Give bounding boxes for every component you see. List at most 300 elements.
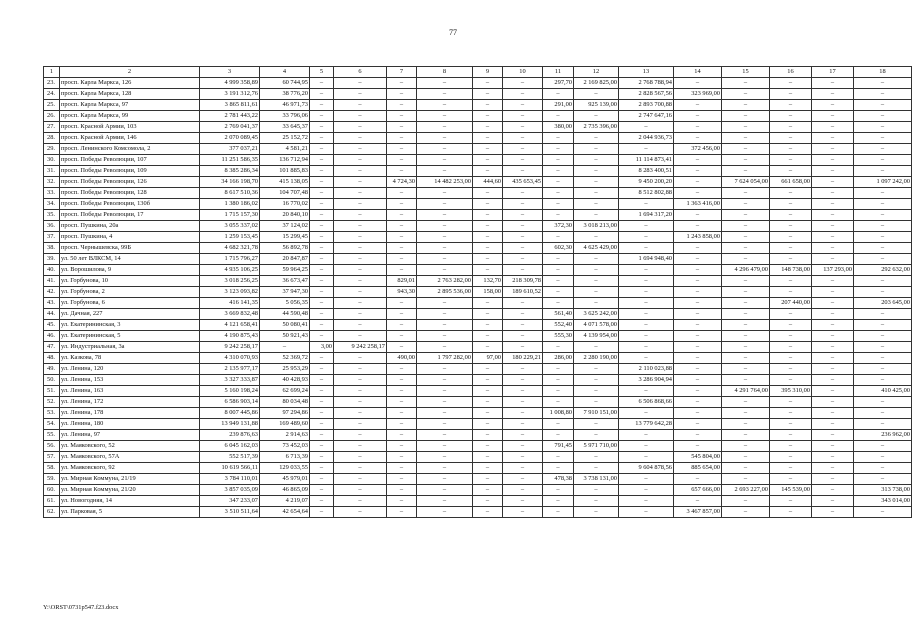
table-header-row	[44, 67, 912, 78]
table-cell: –	[812, 188, 854, 199]
table-cell: –	[770, 254, 812, 265]
table-cell: 38 776,20	[260, 89, 310, 100]
table-cell: –	[334, 496, 387, 507]
table-cell: –	[334, 298, 387, 309]
table-cell: 132,70	[473, 276, 503, 287]
table-cell: –	[503, 320, 543, 331]
table-cell: 7 624 054,00	[722, 177, 770, 188]
table-cell: –	[574, 89, 619, 100]
table-cell: –	[543, 89, 574, 100]
table-cell: –	[503, 485, 543, 496]
table-cell: 189 610,52	[503, 287, 543, 298]
table-cell: –	[722, 309, 770, 320]
column-header: 4	[260, 67, 310, 78]
table-cell: –	[619, 287, 674, 298]
table-cell: просп. Карла Маркса, 126	[60, 78, 200, 89]
table-cell: просп. Победы Революции, 109	[60, 166, 200, 177]
table-cell: –	[854, 155, 912, 166]
table-cell: –	[334, 474, 387, 485]
table-cell: –	[812, 155, 854, 166]
table-row	[44, 342, 912, 353]
table-cell: –	[334, 419, 387, 430]
table-cell: –	[619, 199, 674, 210]
table-cell: –	[310, 309, 334, 320]
table-cell: –	[770, 452, 812, 463]
table-cell: –	[334, 430, 387, 441]
table-cell: –	[722, 353, 770, 364]
table-cell: –	[674, 111, 722, 122]
table-cell: 2 169 825,00	[574, 78, 619, 89]
table-cell: –	[387, 342, 417, 353]
table-cell: 1 694 317,20	[619, 210, 674, 221]
table-cell: –	[310, 111, 334, 122]
table-cell: –	[387, 210, 417, 221]
table-cell: –	[770, 155, 812, 166]
table-row	[44, 320, 912, 331]
table-cell: просп. Пушкина, 20а	[60, 221, 200, 232]
table-cell: –	[503, 430, 543, 441]
table-cell: 101 885,83	[260, 166, 310, 177]
table-cell: –	[854, 111, 912, 122]
table-cell: –	[854, 353, 912, 364]
table-cell: –	[812, 298, 854, 309]
data-table	[43, 66, 912, 518]
table-cell: –	[722, 397, 770, 408]
table-cell: –	[334, 232, 387, 243]
table-cell: –	[770, 496, 812, 507]
table-cell: –	[310, 166, 334, 177]
table-cell: –	[812, 133, 854, 144]
table-cell: –	[310, 452, 334, 463]
table-cell: –	[503, 419, 543, 430]
table-cell: 13 779 642,28	[619, 419, 674, 430]
table-row	[44, 199, 912, 210]
table-cell: –	[543, 419, 574, 430]
table-cell: 3 857 035,09	[200, 485, 260, 496]
table-cell: –	[473, 496, 503, 507]
table-cell: –	[310, 463, 334, 474]
table-cell: –	[812, 353, 854, 364]
table-cell: –	[770, 243, 812, 254]
table-cell: –	[812, 199, 854, 210]
table-cell: –	[334, 353, 387, 364]
table-cell: –	[854, 507, 912, 518]
table-cell: ул. Ворошилова, 9	[60, 265, 200, 276]
table-cell: –	[722, 254, 770, 265]
table-cell: –	[619, 320, 674, 331]
table-cell: –	[310, 298, 334, 309]
table-cell: –	[473, 298, 503, 309]
table-cell: 49.	[44, 364, 60, 375]
table-cell: –	[770, 364, 812, 375]
table-cell: –	[722, 298, 770, 309]
table-cell: –	[770, 408, 812, 419]
table-cell: 40.	[44, 265, 60, 276]
table-cell: –	[503, 122, 543, 133]
table-cell: –	[722, 199, 770, 210]
table-cell: –	[770, 342, 812, 353]
table-cell: –	[722, 122, 770, 133]
table-cell: 4 625 429,00	[574, 243, 619, 254]
table-cell: –	[387, 166, 417, 177]
table-cell: –	[722, 111, 770, 122]
table-cell: 4 219,07	[260, 496, 310, 507]
table-cell: –	[770, 78, 812, 89]
table-cell: –	[812, 485, 854, 496]
table-cell: –	[674, 309, 722, 320]
column-header: 16	[770, 67, 812, 78]
table-cell: –	[334, 331, 387, 342]
table-cell: 52 369,72	[260, 353, 310, 364]
table-cell: –	[854, 89, 912, 100]
table-cell: 545 804,00	[674, 452, 722, 463]
column-header: 2	[60, 67, 200, 78]
table-cell: –	[334, 155, 387, 166]
table-cell: –	[417, 364, 473, 375]
table-cell: –	[334, 408, 387, 419]
table-cell: –	[543, 364, 574, 375]
table-cell: –	[387, 243, 417, 254]
table-cell: –	[674, 496, 722, 507]
table-cell: –	[619, 221, 674, 232]
table-cell: –	[722, 221, 770, 232]
table-cell: –	[619, 276, 674, 287]
table-cell: 6 713,39	[260, 452, 310, 463]
table-cell: –	[310, 485, 334, 496]
table-cell: –	[770, 133, 812, 144]
table-cell: –	[574, 419, 619, 430]
table-cell: –	[722, 144, 770, 155]
table-cell: 410 425,00	[854, 386, 912, 397]
table-cell: –	[503, 254, 543, 265]
table-row	[44, 353, 912, 364]
table-cell: –	[812, 221, 854, 232]
table-cell: ул. Ленина, 120	[60, 364, 200, 375]
table-row	[44, 133, 912, 144]
table-cell: –	[387, 298, 417, 309]
table-cell: 555,30	[543, 331, 574, 342]
table-cell: –	[854, 122, 912, 133]
table-cell: –	[387, 265, 417, 276]
table-cell: –	[503, 111, 543, 122]
table-cell: –	[334, 397, 387, 408]
table-cell: –	[310, 221, 334, 232]
table-cell: –	[473, 254, 503, 265]
table-row	[44, 276, 912, 287]
table-cell: 239 876,63	[200, 430, 260, 441]
table-cell: –	[473, 408, 503, 419]
table-cell: 3 625 242,00	[574, 309, 619, 320]
table-cell: –	[417, 452, 473, 463]
table-cell: –	[417, 221, 473, 232]
table-cell: –	[387, 441, 417, 452]
table-cell: –	[812, 287, 854, 298]
table-cell: –	[574, 364, 619, 375]
table-cell: –	[473, 89, 503, 100]
table-cell: –	[543, 507, 574, 518]
table-cell: просп. Карла Маркса, 128	[60, 89, 200, 100]
table-cell: –	[722, 507, 770, 518]
table-cell: 478,38	[543, 474, 574, 485]
table-cell: –	[674, 397, 722, 408]
table-cell: –	[473, 111, 503, 122]
table-cell: –	[770, 166, 812, 177]
table-cell: –	[310, 441, 334, 452]
table-cell: –	[503, 397, 543, 408]
table-cell: –	[473, 100, 503, 111]
table-cell: –	[674, 177, 722, 188]
table-cell: –	[812, 364, 854, 375]
table-cell: 73 452,03	[260, 441, 310, 452]
table-cell: –	[812, 232, 854, 243]
table-cell: 58.	[44, 463, 60, 474]
table-cell: –	[334, 386, 387, 397]
table-cell: 37 124,02	[260, 221, 310, 232]
table-cell: 44.	[44, 309, 60, 320]
table-cell: –	[854, 320, 912, 331]
table-cell: –	[310, 353, 334, 364]
column-header: 3	[200, 67, 260, 78]
table-cell: –	[722, 463, 770, 474]
table-row	[44, 243, 912, 254]
table-cell: –	[722, 496, 770, 507]
table-cell: –	[417, 430, 473, 441]
table-cell: –	[812, 122, 854, 133]
table-cell: –	[503, 243, 543, 254]
table-cell: –	[722, 155, 770, 166]
table-cell: –	[854, 188, 912, 199]
table-cell: 11 114 873,41	[619, 155, 674, 166]
table-cell: –	[387, 463, 417, 474]
table-cell: –	[619, 408, 674, 419]
table-cell: 34.	[44, 199, 60, 210]
table-cell: –	[674, 210, 722, 221]
table-cell: –	[854, 441, 912, 452]
table-cell: 4 682 321,78	[200, 243, 260, 254]
table-cell: 3 784 110,01	[200, 474, 260, 485]
table-cell: –	[543, 452, 574, 463]
table-cell: –	[387, 111, 417, 122]
table-cell: –	[543, 265, 574, 276]
table-cell: –	[387, 309, 417, 320]
table-cell: –	[503, 507, 543, 518]
table-cell: ул. Индустриальная, 3а	[60, 342, 200, 353]
table-cell: –	[770, 441, 812, 452]
table-cell: –	[770, 89, 812, 100]
table-cell: просп. Пушкина, 4	[60, 232, 200, 243]
table-cell: –	[473, 430, 503, 441]
table-cell: 661 658,00	[770, 177, 812, 188]
table-cell: –	[417, 122, 473, 133]
table-cell: –	[334, 111, 387, 122]
table-cell: просп. Ленинского Комсомола, 2	[60, 144, 200, 155]
table-cell: –	[417, 166, 473, 177]
table-cell: ул. Ленина, 163	[60, 386, 200, 397]
table-cell: 59.	[44, 474, 60, 485]
table-row	[44, 155, 912, 166]
table-cell: –	[812, 507, 854, 518]
table-cell: –	[770, 111, 812, 122]
table-cell: –	[812, 474, 854, 485]
table-cell: –	[310, 232, 334, 243]
table-cell: ул. Горбунова, 6	[60, 298, 200, 309]
table-cell: –	[574, 452, 619, 463]
table-cell: –	[812, 276, 854, 287]
table-cell: –	[674, 155, 722, 166]
table-cell: –	[334, 463, 387, 474]
table-cell: –	[722, 408, 770, 419]
table-cell: –	[310, 320, 334, 331]
table-cell: –	[503, 155, 543, 166]
table-cell: ул. Ленина, 172	[60, 397, 200, 408]
table-cell: –	[334, 210, 387, 221]
table-row	[44, 386, 912, 397]
table-cell: –	[574, 254, 619, 265]
table-cell: –	[417, 89, 473, 100]
table-cell: 33 796,06	[260, 111, 310, 122]
table-cell: 3 191 312,76	[200, 89, 260, 100]
table-cell: 60.	[44, 485, 60, 496]
table-row	[44, 166, 912, 177]
table-cell: –	[674, 78, 722, 89]
table-cell: –	[619, 485, 674, 496]
table-cell: –	[543, 397, 574, 408]
table-cell: просп. Карла Маркса, 97	[60, 100, 200, 111]
table-cell: 10 619 566,11	[200, 463, 260, 474]
table-cell: ул. Мирная Коммуна, 21/19	[60, 474, 200, 485]
table-cell: 4 190 875,43	[200, 331, 260, 342]
table-cell: 2 135 977,17	[200, 364, 260, 375]
table-cell: –	[503, 375, 543, 386]
table-cell: 380,00	[543, 122, 574, 133]
table-cell: –	[417, 342, 473, 353]
table-cell: 31.	[44, 166, 60, 177]
table-cell: 97 294,86	[260, 408, 310, 419]
table-cell: 1 380 186,02	[200, 199, 260, 210]
table-cell: –	[503, 133, 543, 144]
table-cell: 2 769 041,37	[200, 122, 260, 133]
table-cell: 136 712,94	[260, 155, 310, 166]
table-cell: 46 865,09	[260, 485, 310, 496]
table-cell: 347 233,07	[200, 496, 260, 507]
table-cell: 2 693 227,00	[722, 485, 770, 496]
table-row	[44, 463, 912, 474]
table-cell: –	[543, 485, 574, 496]
table-cell: 36 673,47	[260, 276, 310, 287]
table-cell: 561,40	[543, 309, 574, 320]
table-cell: 1 715 157,30	[200, 210, 260, 221]
table-cell: –	[574, 276, 619, 287]
table-cell: –	[812, 111, 854, 122]
table-cell: –	[417, 133, 473, 144]
table-cell: –	[334, 177, 387, 188]
table-cell: ул. Мирная Коммуна, 21/20	[60, 485, 200, 496]
table-cell: 46 971,73	[260, 100, 310, 111]
table-row	[44, 287, 912, 298]
page-number: 77	[449, 28, 457, 37]
table-cell: –	[334, 243, 387, 254]
column-header: 9	[473, 67, 503, 78]
table-cell: 8 007 445,86	[200, 408, 260, 419]
table-cell: –	[334, 364, 387, 375]
table-cell: –	[387, 133, 417, 144]
table-cell: –	[417, 155, 473, 166]
table-cell: –	[334, 78, 387, 89]
table-cell: –	[473, 364, 503, 375]
table-cell: –	[503, 452, 543, 463]
table-cell: 16 770,02	[260, 199, 310, 210]
table-row	[44, 100, 912, 111]
table-cell: –	[417, 144, 473, 155]
table-cell: –	[770, 144, 812, 155]
table-cell: –	[310, 419, 334, 430]
table-cell: –	[574, 386, 619, 397]
table-cell: –	[574, 166, 619, 177]
table-cell: 41.	[44, 276, 60, 287]
table-cell: 372,30	[543, 221, 574, 232]
table-cell: –	[770, 232, 812, 243]
table-cell: ул. Горбунова, 10	[60, 276, 200, 287]
table-cell: 39.	[44, 254, 60, 265]
table-cell: –	[310, 210, 334, 221]
table-cell: –	[417, 485, 473, 496]
table-cell: –	[503, 210, 543, 221]
table-cell: –	[310, 133, 334, 144]
table-cell: 50 921,43	[260, 331, 310, 342]
table-cell: –	[770, 100, 812, 111]
table-cell: –	[334, 276, 387, 287]
table-cell: 8 512 802,88	[619, 188, 674, 199]
table-cell: –	[574, 298, 619, 309]
table-cell: –	[812, 419, 854, 430]
table-cell: 3 327 333,87	[200, 375, 260, 386]
table-cell: 24.	[44, 89, 60, 100]
table-cell: –	[473, 463, 503, 474]
table-cell: –	[574, 496, 619, 507]
table-cell: 80 034,48	[260, 397, 310, 408]
table-cell: –	[310, 122, 334, 133]
table-cell: –	[387, 331, 417, 342]
table-cell: –	[417, 254, 473, 265]
table-cell: 28.	[44, 133, 60, 144]
table-cell: –	[543, 342, 574, 353]
table-cell: 5 971 710,00	[574, 441, 619, 452]
table-cell: –	[503, 496, 543, 507]
table-cell: ул. Ленина, 97	[60, 430, 200, 441]
table-cell: –	[812, 496, 854, 507]
table-cell: –	[619, 342, 674, 353]
table-cell: –	[473, 375, 503, 386]
column-header: 7	[387, 67, 417, 78]
table-cell: –	[503, 364, 543, 375]
table-cell: –	[722, 78, 770, 89]
table-cell: –	[770, 309, 812, 320]
table-cell: –	[387, 397, 417, 408]
table-cell: 60 744,95	[260, 78, 310, 89]
footer-path: Y:\ORST\0731p547.f23.docx	[43, 604, 119, 611]
table-cell: –	[417, 419, 473, 430]
table-cell: –	[854, 342, 912, 353]
table-cell: –	[574, 265, 619, 276]
table-cell: –	[770, 474, 812, 485]
table-cell: –	[503, 463, 543, 474]
table-cell: –	[674, 265, 722, 276]
table-cell: 26.	[44, 111, 60, 122]
table-cell: –	[722, 188, 770, 199]
table-cell: 47.	[44, 342, 60, 353]
table-cell: –	[387, 507, 417, 518]
table-cell: –	[310, 408, 334, 419]
